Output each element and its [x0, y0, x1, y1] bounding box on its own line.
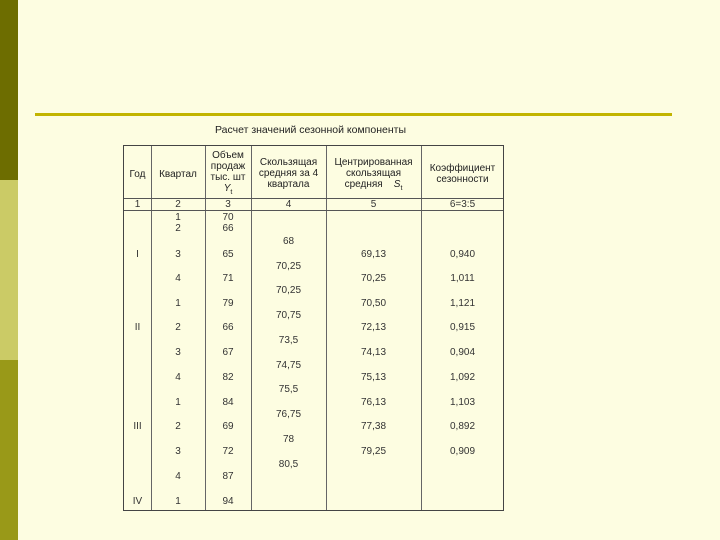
centered-average-cell: 72,13: [360, 322, 387, 333]
header-quarter: Квартал: [159, 169, 197, 180]
seasonality-coef-cell: 1,103: [449, 397, 476, 408]
volume-cell: 67: [222, 347, 234, 358]
moving-average-cell: 74,75: [275, 360, 302, 371]
moving-average-cell: 70,25: [275, 285, 302, 296]
moving-average-cell: 73,5: [278, 335, 299, 346]
quarter-cell: 3: [175, 249, 181, 260]
col-number: 4: [285, 199, 292, 210]
header-year: Год: [129, 169, 146, 180]
volume-cell: 84: [222, 397, 234, 408]
volume-cell: 79: [222, 298, 234, 309]
year-label: II: [134, 322, 141, 333]
moving-average-cell: 76,75: [275, 409, 302, 420]
centered-average-cell: 79,25: [360, 446, 387, 457]
seasonality-coef-cell: 0,915: [449, 322, 476, 333]
volume-cell: 71: [222, 273, 234, 284]
quarter-cell: 3: [175, 446, 181, 457]
centered-average-cell: 75,13: [360, 372, 387, 383]
col-number: 3: [225, 199, 231, 210]
moving-average-cell: 70,75: [275, 310, 302, 321]
volume-cell: 70: [222, 212, 234, 223]
decor-block-olive: [0, 360, 18, 540]
quarter-cell: 1: [175, 397, 181, 408]
quarter-cell: 4: [175, 372, 181, 383]
seasonality-coef-cell: 0,940: [449, 249, 476, 260]
quarter-cell: 1: [175, 496, 181, 507]
header-centered-average: Центрированная скользящая средняя $S_t$: [334, 157, 413, 192]
year-label: IV: [132, 496, 143, 507]
moving-average-cell: 78: [282, 434, 295, 445]
moving-average-cell: 70,25: [275, 261, 302, 272]
year-label: III: [133, 421, 142, 432]
volume-cell: 94: [222, 496, 234, 507]
centered-average-cell: 69,13: [360, 249, 387, 260]
header-seasonality-coef: Коэффициент сезонности: [429, 163, 496, 185]
moving-average-cell: 75,5: [278, 384, 299, 395]
decor-block-light: [0, 180, 18, 360]
quarter-cell: 2: [175, 223, 181, 234]
seasonality-coef-cell: 1,092: [449, 372, 476, 383]
col-number: 5: [370, 199, 377, 210]
quarter-cell: 4: [175, 471, 181, 482]
table-title: Расчет значений сезонной компоненты: [215, 124, 406, 136]
centered-average-cell: 70,25: [360, 273, 387, 284]
quarter-cell: 4: [175, 273, 181, 284]
quarter-cell: 1: [175, 212, 181, 223]
centered-average-cell: 77,38: [360, 421, 387, 432]
volume-cell: 69: [222, 421, 234, 432]
centered-average-cell: 74,13: [360, 347, 387, 358]
volume-cell: 66: [222, 223, 234, 234]
seasonal-table: [123, 145, 504, 511]
seasonality-coef-cell: 1,121: [449, 298, 476, 309]
quarter-cell: 2: [175, 322, 181, 333]
header-volume: Объем продаж тыс. шт $Y_t$: [210, 150, 246, 196]
col-number: 6=3:5: [449, 199, 476, 210]
seasonality-coef-cell: 1,011: [450, 273, 475, 284]
volume-cell: 66: [222, 322, 234, 333]
seasonality-coef-cell: 0,892: [449, 421, 476, 432]
moving-average-cell: 68: [282, 236, 295, 247]
quarter-cell: 2: [175, 421, 181, 432]
centered-average-cell: 70,50: [360, 298, 387, 309]
seasonality-coef-cell: 0,909: [449, 446, 476, 457]
title-divider: [35, 113, 672, 116]
moving-average-cell: 80,5: [278, 459, 299, 470]
quarter-cell: 3: [175, 347, 181, 358]
left-decor-bar: [0, 0, 18, 540]
year-label: I: [136, 249, 139, 260]
centered-average-cell: 76,13: [360, 397, 387, 408]
volume-cell: 65: [222, 249, 234, 260]
volume-cell: 82: [222, 372, 234, 383]
col-number: 1: [134, 199, 141, 210]
seasonality-coef-cell: 0,904: [449, 347, 476, 358]
decor-block-dark: [0, 0, 18, 180]
quarter-cell: 1: [175, 298, 181, 309]
volume-cell: 87: [222, 471, 234, 482]
numbers-divider: [124, 210, 503, 211]
col-number: 2: [175, 199, 181, 210]
header-moving-average: Скользящая средняя за 4 квартала: [258, 157, 319, 190]
volume-cell: 72: [222, 446, 234, 457]
